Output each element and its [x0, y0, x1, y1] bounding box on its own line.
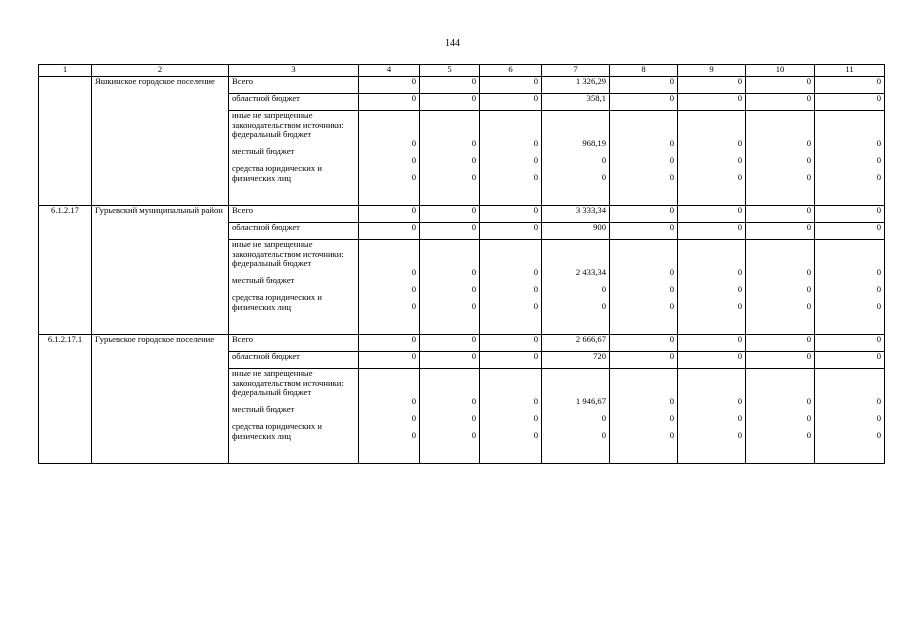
column-number: 4: [359, 65, 420, 77]
value-cell: 0: [610, 206, 678, 223]
value-cell-group: [746, 369, 815, 464]
local-value: 0: [669, 155, 674, 165]
column-number: 2: [92, 65, 229, 77]
legal-value: 0: [876, 172, 881, 182]
local-value: 0: [471, 155, 476, 165]
value-cell: 0: [610, 335, 678, 352]
column-number-row: [39, 65, 885, 77]
federal-value: 0: [669, 138, 674, 148]
legal-value: 0: [533, 430, 538, 440]
legal-value: 0: [601, 301, 606, 311]
value-cell-group: [542, 111, 610, 206]
funding-source-label: Всего: [229, 206, 359, 223]
legal-value: 0: [411, 301, 416, 311]
funding-source-label: областной бюджет: [229, 352, 359, 369]
local-value: 0: [601, 155, 606, 165]
value-cell: 2 666,67: [542, 335, 610, 352]
local-budget-label: местный бюджет: [232, 275, 295, 285]
value-cell: 0: [480, 223, 542, 240]
row-code: [39, 77, 92, 206]
federal-value: 0: [806, 396, 811, 406]
value-cell: 0: [420, 335, 480, 352]
value-cell: 0: [815, 206, 885, 223]
value-cell: 0: [359, 223, 420, 240]
value-cell-group: [420, 369, 480, 464]
federal-value: 0: [471, 396, 476, 406]
value-cell-group: [480, 240, 542, 335]
legal-entities-label: средства юридических и физических лиц: [232, 421, 322, 441]
legal-value: 0: [737, 301, 742, 311]
value-cell-group: [678, 369, 746, 464]
value-cell: 0: [480, 206, 542, 223]
value-cell: 0: [610, 352, 678, 369]
federal-value: 0: [411, 138, 416, 148]
local-value: 0: [806, 413, 811, 423]
other-sources-heading: иные не запрещенные законодательством источники:: [232, 110, 344, 130]
value-cell: 0: [359, 335, 420, 352]
legal-value: 0: [669, 301, 674, 311]
legal-value: 0: [471, 172, 476, 182]
value-cell-group: [815, 369, 885, 464]
federal-value: 0: [737, 138, 742, 148]
column-number: 10: [746, 65, 815, 77]
page-number: 144: [445, 38, 460, 49]
value-cell-group: [359, 369, 420, 464]
value-cell: 358,1: [542, 94, 610, 111]
local-value: 0: [411, 413, 416, 423]
federal-value: 0: [411, 267, 416, 277]
value-cell: 0: [746, 206, 815, 223]
local-value: 0: [411, 284, 416, 294]
local-budget-label: местный бюджет: [232, 146, 295, 156]
value-cell-group: [420, 111, 480, 206]
federal-value: 2 433,34: [575, 267, 606, 277]
local-value: 0: [737, 413, 742, 423]
value-cell: 0: [678, 94, 746, 111]
local-value: 0: [669, 413, 674, 423]
column-number: 7: [542, 65, 610, 77]
value-cell: 0: [815, 77, 885, 94]
value-cell: 0: [678, 335, 746, 352]
value-cell: 0: [610, 77, 678, 94]
legal-entities-label: средства юридических и физических лиц: [232, 292, 322, 312]
table-row-total: [39, 206, 885, 223]
local-budget-label: местный бюджет: [232, 404, 295, 414]
value-cell-group: [815, 240, 885, 335]
column-number: 3: [229, 65, 359, 77]
legal-value: 0: [533, 172, 538, 182]
value-cell: 0: [359, 206, 420, 223]
federal-value: 0: [533, 267, 538, 277]
federal-budget-label: федеральный бюджет: [232, 258, 312, 268]
column-number: 5: [420, 65, 480, 77]
value-cell: 0: [746, 94, 815, 111]
value-cell-group: [542, 240, 610, 335]
table-row-total: [39, 77, 885, 94]
legal-value: 0: [737, 172, 742, 182]
federal-value: 0: [737, 396, 742, 406]
municipality-name: Гурьевское городское поселение: [92, 335, 229, 464]
value-cell: 0: [746, 223, 815, 240]
row-code: 6.1.2.17: [39, 206, 92, 335]
legal-value: 0: [806, 430, 811, 440]
value-cell: 3 333,34: [542, 206, 610, 223]
value-cell-group: [610, 111, 678, 206]
legal-value: 0: [737, 430, 742, 440]
legal-value: 0: [806, 172, 811, 182]
federal-value: 0: [669, 396, 674, 406]
value-cell: 0: [746, 352, 815, 369]
legal-value: 0: [411, 172, 416, 182]
municipality-name: Яшкинское городское поселение: [92, 77, 229, 206]
legal-value: 0: [471, 430, 476, 440]
column-number: 1: [39, 65, 92, 77]
legal-value: 0: [533, 301, 538, 311]
value-cell: 0: [678, 77, 746, 94]
legal-value: 0: [669, 172, 674, 182]
value-cell: 900: [542, 223, 610, 240]
value-cell-group: [359, 240, 420, 335]
federal-value: 968,19: [582, 138, 606, 148]
value-cell-group: [746, 111, 815, 206]
funding-source-label: Всего: [229, 335, 359, 352]
value-cell: 0: [359, 77, 420, 94]
local-value: 0: [876, 284, 881, 294]
federal-value: 0: [806, 267, 811, 277]
value-cell: 0: [480, 335, 542, 352]
legal-value: 0: [806, 301, 811, 311]
value-cell-group: [678, 111, 746, 206]
federal-value: 0: [737, 267, 742, 277]
value-cell: 0: [815, 352, 885, 369]
local-value: 0: [471, 413, 476, 423]
value-cell: 0: [480, 352, 542, 369]
value-cell-group: [815, 111, 885, 206]
value-cell: 0: [420, 352, 480, 369]
value-cell: 0: [815, 94, 885, 111]
column-number: 11: [815, 65, 885, 77]
value-cell-group: [610, 369, 678, 464]
value-cell: 0: [678, 206, 746, 223]
local-value: 0: [876, 413, 881, 423]
local-value: 0: [737, 155, 742, 165]
value-cell: 0: [420, 77, 480, 94]
local-value: 0: [669, 284, 674, 294]
value-cell-group: [678, 240, 746, 335]
value-cell: 0: [678, 223, 746, 240]
value-cell: 0: [359, 94, 420, 111]
value-cell: 0: [480, 77, 542, 94]
value-cell-group: [480, 111, 542, 206]
local-value: 0: [806, 284, 811, 294]
legal-entities-label: средства юридических и физических лиц: [232, 163, 322, 183]
column-number: 6: [480, 65, 542, 77]
municipality-name: Гурьевский муниципальный район: [92, 206, 229, 335]
value-cell: 0: [746, 335, 815, 352]
value-cell: 0: [678, 352, 746, 369]
federal-budget-label: федеральный бюджет: [232, 387, 312, 397]
local-value: 0: [601, 413, 606, 423]
federal-value: 0: [471, 267, 476, 277]
value-cell-group: [746, 240, 815, 335]
legal-value: 0: [411, 430, 416, 440]
value-cell: 0: [815, 335, 885, 352]
other-sources-heading: иные не запрещенные законодательством источники:: [232, 239, 344, 259]
other-sources-cell: [229, 111, 359, 206]
value-cell: 0: [420, 94, 480, 111]
budget-table: [38, 64, 885, 464]
value-cell-group: [542, 369, 610, 464]
table-row-total: [39, 335, 885, 352]
row-spacer: [232, 183, 355, 205]
federal-value: 0: [471, 138, 476, 148]
funding-source-label: областной бюджет: [229, 223, 359, 240]
legal-value: 0: [876, 301, 881, 311]
legal-value: 0: [669, 430, 674, 440]
value-cell: 0: [610, 223, 678, 240]
value-cell: 0: [420, 223, 480, 240]
local-value: 0: [737, 284, 742, 294]
funding-source-label: областной бюджет: [229, 94, 359, 111]
federal-value: 0: [806, 138, 811, 148]
value-cell: 0: [480, 94, 542, 111]
federal-value: 0: [411, 396, 416, 406]
other-sources-heading: иные не запрещенные законодательством источники:: [232, 368, 344, 388]
local-value: 0: [533, 155, 538, 165]
value-cell-group: [480, 369, 542, 464]
local-value: 0: [533, 413, 538, 423]
federal-value: 0: [876, 138, 881, 148]
value-cell: 0: [610, 94, 678, 111]
column-number: 8: [610, 65, 678, 77]
legal-value: 0: [471, 301, 476, 311]
federal-value: 0: [876, 396, 881, 406]
local-value: 0: [533, 284, 538, 294]
value-cell-group: [359, 111, 420, 206]
row-spacer: [232, 312, 355, 334]
federal-value: 0: [533, 396, 538, 406]
column-number: 9: [678, 65, 746, 77]
value-cell: 1 326,29: [542, 77, 610, 94]
federal-value: 1 946,67: [575, 396, 606, 406]
value-cell: 0: [359, 352, 420, 369]
federal-value: 0: [669, 267, 674, 277]
legal-value: 0: [876, 430, 881, 440]
value-cell-group: [610, 240, 678, 335]
row-spacer: [232, 441, 355, 463]
other-sources-cell: [229, 240, 359, 335]
local-value: 0: [471, 284, 476, 294]
federal-budget-label: федеральный бюджет: [232, 129, 312, 139]
value-cell-group: [420, 240, 480, 335]
federal-value: 0: [533, 138, 538, 148]
other-sources-cell: [229, 369, 359, 464]
value-cell: 0: [815, 223, 885, 240]
table-body: [39, 77, 885, 464]
local-value: 0: [806, 155, 811, 165]
value-cell: 0: [420, 206, 480, 223]
local-value: 0: [411, 155, 416, 165]
local-value: 0: [876, 155, 881, 165]
value-cell: 0: [746, 77, 815, 94]
row-code: 6.1.2.17.1: [39, 335, 92, 464]
federal-value: 0: [876, 267, 881, 277]
legal-value: 0: [601, 430, 606, 440]
local-value: 0: [601, 284, 606, 294]
funding-source-label: Всего: [229, 77, 359, 94]
value-cell: 720: [542, 352, 610, 369]
legal-value: 0: [601, 172, 606, 182]
